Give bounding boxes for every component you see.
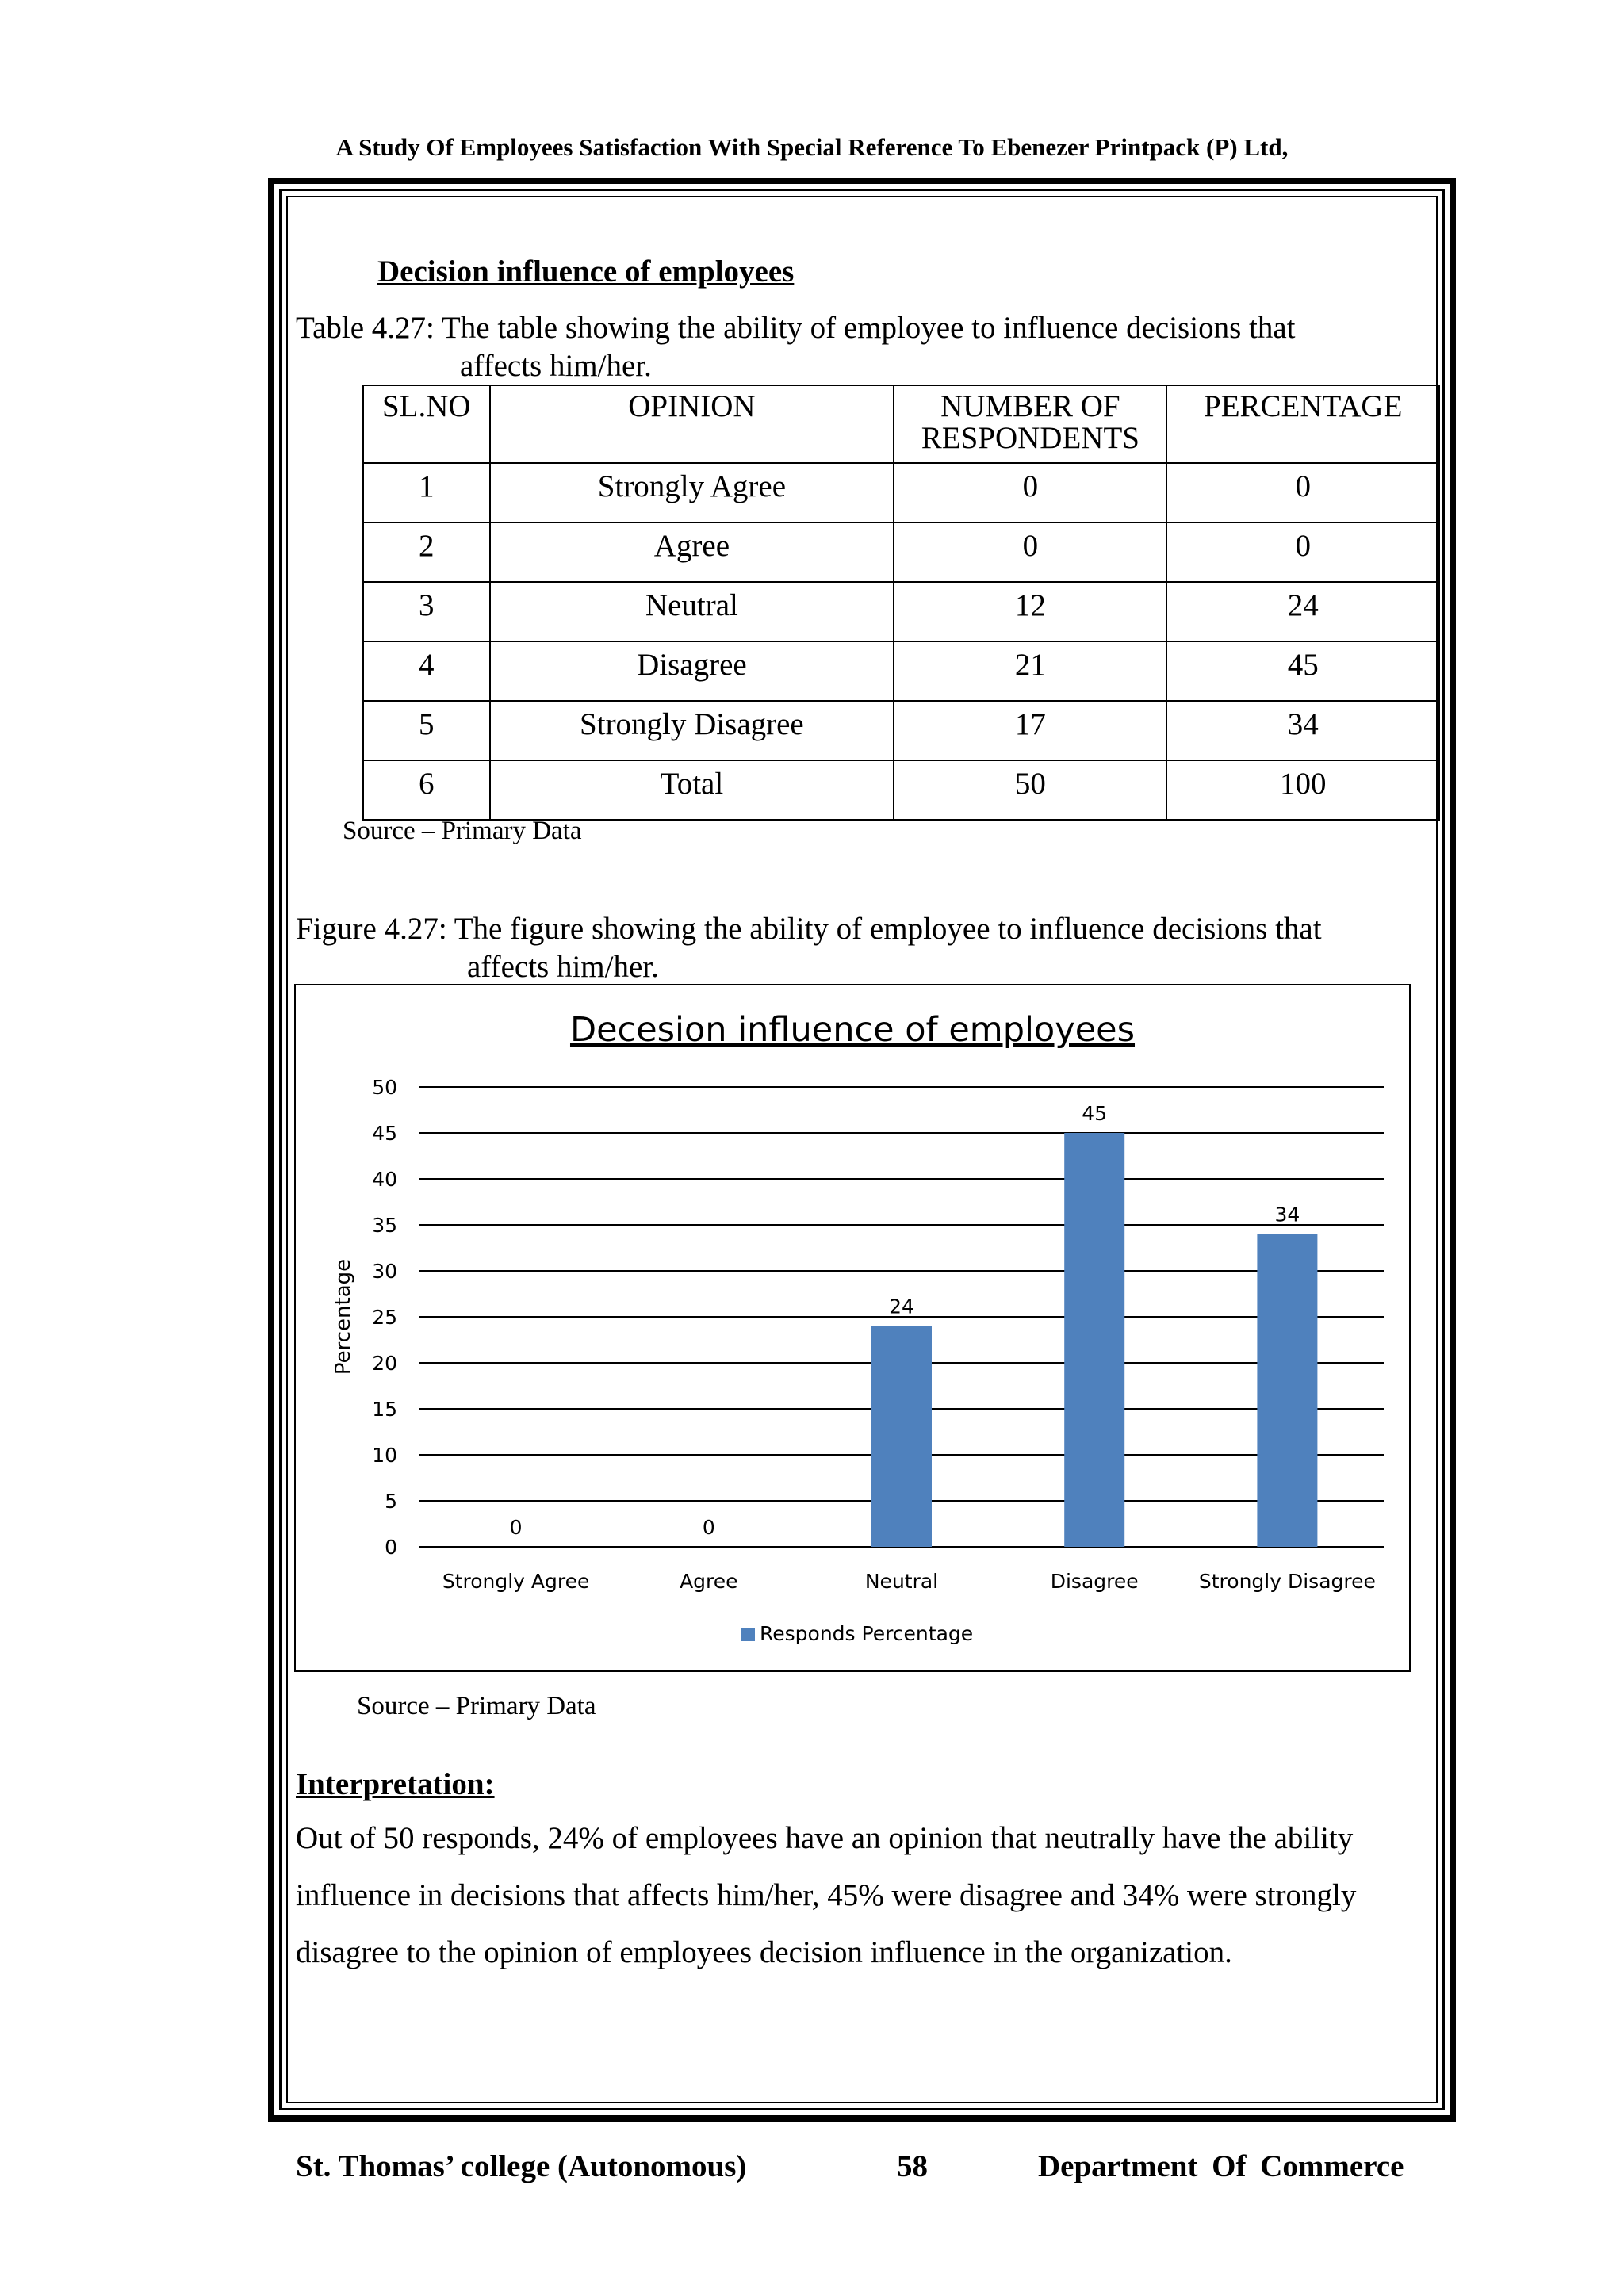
data-label: 45 (1082, 1102, 1108, 1125)
interpretation-body: Out of 50 responds, 24% of employees have an opinion that neutrally have the ability influence in decisions that affects him/her, 45% were disagree and 34% were strongly disagree to the opinion of employees decision influence in the organization. (296, 1821, 1357, 1969)
table-row-total (363, 760, 1439, 820)
x-tick-label: Strongly Agree (442, 1570, 590, 1593)
header-opinion: OPINION (490, 385, 894, 463)
cell-respondents: 21 (894, 641, 1166, 701)
y-tick-label: 45 (372, 1122, 397, 1145)
table-row (363, 522, 1439, 582)
y-tick-label: 25 (372, 1306, 397, 1329)
cell-respondents: 12 (894, 582, 1166, 641)
cell-percentage: 0 (1166, 463, 1439, 522)
table-row (363, 582, 1439, 641)
cell-sl-no: 6 (363, 760, 490, 820)
data-label: 24 (889, 1295, 914, 1318)
cell-respondents: 0 (894, 463, 1166, 522)
x-tick-label: Agree (680, 1570, 738, 1593)
bar-strongly-disagree (1257, 1234, 1317, 1547)
table-row (363, 701, 1439, 760)
footer-department: Department Of Commerce (1038, 2149, 1404, 2183)
y-tick-label: 0 (385, 1536, 397, 1559)
y-tick-label: 30 (372, 1260, 397, 1283)
y-tick-label: 35 (372, 1214, 397, 1237)
cell-percentage: 24 (1166, 582, 1439, 641)
legend-label: Responds Percentage (760, 1622, 974, 1645)
y-tick-label: 20 (372, 1352, 397, 1375)
cell-percentage: 45 (1166, 641, 1439, 701)
x-tick-label: Disagree (1050, 1570, 1139, 1593)
bar-neutral (871, 1326, 932, 1547)
y-tick-label: 40 (372, 1168, 397, 1191)
x-tick-label: Strongly Disagree (1198, 1570, 1376, 1593)
table-caption (296, 309, 1295, 385)
legend-swatch (741, 1628, 755, 1641)
footer-page-number: 58 (897, 2149, 928, 2183)
figure-caption-line1: Figure 4.27: The figure showing the ability of employee to influence decisions that (296, 912, 1322, 946)
bar-disagree (1064, 1133, 1124, 1547)
figure-caption-line2: affects him/her. (467, 950, 659, 984)
figure-caption (296, 910, 1322, 986)
y-tick-label: 10 (372, 1444, 397, 1467)
table-source-note: Source – Primary Data (343, 817, 582, 845)
data-label: 0 (509, 1516, 523, 1539)
figure-source-note: Source – Primary Data (357, 1692, 596, 1720)
table-caption-line1: Table 4.27: The table showing the ability of employee to influence decisions that (296, 311, 1296, 345)
cell-opinion: Strongly Agree (490, 463, 894, 522)
cell-respondents: 17 (894, 701, 1166, 760)
chart-container (294, 984, 1411, 1672)
header-number-of-respondents: NUMBER OF RESPONDENTS (894, 385, 1166, 463)
cell-sl-no: 2 (363, 522, 490, 582)
cell-sl-no: 1 (363, 463, 490, 522)
x-tick-label: Neutral (864, 1570, 939, 1593)
cell-percentage: 34 (1166, 701, 1439, 760)
cell-sl-no: 5 (363, 701, 490, 760)
cell-percentage: 100 (1166, 760, 1439, 820)
cell-opinion: Total (490, 760, 894, 820)
cell-opinion: Neutral (490, 582, 894, 641)
table-caption-line2: affects him/her. (460, 349, 652, 383)
chart-title: Decesion influence of employees (569, 1010, 1136, 1050)
data-label: 34 (1274, 1203, 1300, 1226)
cell-percentage: 0 (1166, 522, 1439, 582)
section-heading: Decision influence of employees (377, 254, 795, 289)
header-percentage: PERCENTAGE (1166, 385, 1439, 463)
table-row (363, 463, 1439, 522)
cell-opinion: Disagree (490, 641, 894, 701)
table-row (363, 641, 1439, 701)
cell-sl-no: 3 (363, 582, 490, 641)
header-sl-no: SL.NO (363, 385, 490, 463)
y-tick-label: 5 (385, 1490, 397, 1513)
table-header-row (363, 385, 1439, 463)
cell-respondents: 50 (894, 760, 1166, 820)
data-table (362, 385, 1440, 821)
bar-chart (296, 985, 1409, 1670)
interpretation-heading: Interpretation: (296, 1767, 495, 1801)
data-label: 0 (702, 1516, 715, 1539)
y-tick-label: 50 (372, 1076, 397, 1099)
cell-opinion: Agree (490, 522, 894, 582)
y-tick-label: 15 (372, 1398, 397, 1421)
page-header: A Study Of Employees Satisfaction With Special Reference To Ebenezer Printpack (P) Ltd, (335, 133, 1289, 161)
cell-respondents: 0 (894, 522, 1166, 582)
cell-opinion: Strongly Disagree (490, 701, 894, 760)
cell-sl-no: 4 (363, 641, 490, 701)
y-axis-label: Percentage (331, 1258, 355, 1376)
footer-college: St. Thomas’ college (Autonomous) (296, 2149, 747, 2183)
